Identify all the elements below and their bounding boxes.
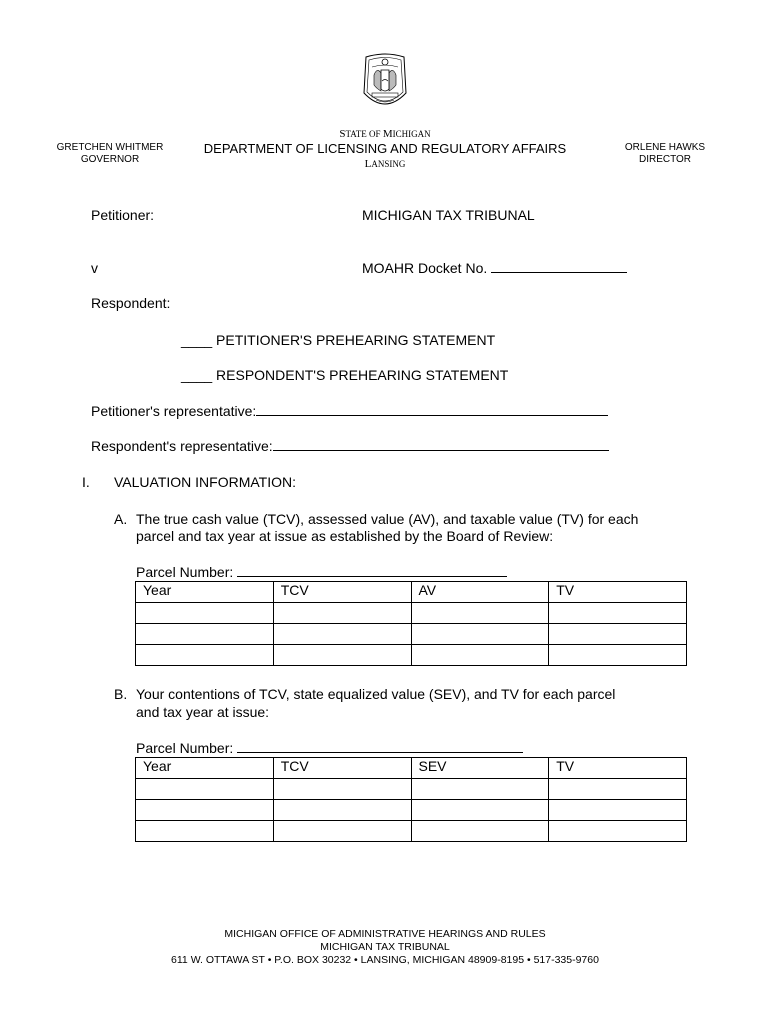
table-cell[interactable] [136, 624, 274, 645]
table-cell[interactable] [411, 800, 549, 821]
table-cell[interactable] [273, 603, 411, 624]
parcel-number-label: Parcel Number: [136, 740, 238, 756]
versus-label: v [91, 260, 98, 276]
footer-tribunal: MICHIGAN TAX TRIBUNAL [320, 941, 450, 953]
section-title: VALUATION INFORMATION: [114, 474, 297, 490]
table-cell[interactable] [273, 800, 411, 821]
director-title: DIRECTOR [638, 154, 692, 165]
table-cell[interactable] [136, 779, 274, 800]
parcel-number-label: Parcel Number: [136, 564, 238, 580]
respondent-representative-field[interactable] [273, 438, 609, 451]
table-cell[interactable] [273, 624, 411, 645]
table-cell[interactable] [549, 779, 687, 800]
docket-label: MOAHR Docket No. [362, 260, 492, 276]
table-cell[interactable] [136, 800, 274, 821]
column-header: TCV [273, 758, 411, 779]
item-a-text-line2: parcel and tax year at issue as established by the Board of Review: [136, 528, 554, 544]
valuation-table-b [135, 757, 687, 842]
item-b-parcel-row [136, 740, 523, 757]
table-row [136, 800, 687, 821]
city-name: LANSING [364, 158, 406, 170]
checkbox-blank[interactable]: ____ [181, 332, 213, 348]
footer-address: 611 W. OTTAWA ST • P.O. BOX 30232 • LANSING, MICHIGAN 48909-8195 • 517-335-9760 [171, 954, 599, 966]
table-cell[interactable] [273, 779, 411, 800]
director-name: ORLENE HAWKS [624, 142, 706, 153]
page-footer [80, 928, 690, 967]
michigan-seal-icon [360, 53, 410, 111]
column-header: Year [136, 758, 274, 779]
state-name: STATE OF MICHIGAN [339, 128, 431, 140]
docket-number-field[interactable] [491, 260, 627, 273]
petitioner-label: Petitioner: [91, 207, 155, 223]
table-row [136, 779, 687, 800]
respondent-representative-label: Respondent's representative: [91, 438, 273, 454]
table-cell[interactable] [273, 645, 411, 666]
table-cell[interactable] [136, 603, 274, 624]
table-cell[interactable] [411, 645, 549, 666]
item-a-parcel-row [136, 564, 507, 581]
column-header: SEV [411, 758, 549, 779]
governor-title: GOVERNOR [80, 154, 140, 165]
checkbox-blank[interactable]: ____ [181, 367, 213, 383]
table-cell[interactable] [549, 800, 687, 821]
table-cell[interactable] [549, 645, 687, 666]
table-cell[interactable] [549, 603, 687, 624]
column-header: TV [549, 758, 687, 779]
column-header: Year [136, 582, 274, 603]
item-b-text-line1: Your contentions of TCV, state equalized value (SEV), and TV for each parcel [136, 686, 616, 702]
docket-line [362, 260, 627, 277]
table-cell[interactable] [411, 624, 549, 645]
table-row [136, 603, 687, 624]
table-cell[interactable] [549, 624, 687, 645]
department-name: DEPARTMENT OF LICENSING AND REGULATORY AFFAIRS [203, 141, 567, 156]
table-cell[interactable] [273, 821, 411, 842]
parcel-number-field[interactable] [237, 564, 507, 577]
item-b-letter: B. [114, 686, 128, 702]
tribunal-name: MICHIGAN TAX TRIBUNAL [362, 207, 535, 223]
respondent-statement-option[interactable]: ____ RESPONDENT'S PREHEARING STATEMENT [181, 367, 509, 383]
item-a-letter: A. [114, 511, 128, 527]
table-cell[interactable] [411, 603, 549, 624]
table-header-row [136, 582, 687, 603]
table-cell[interactable] [549, 821, 687, 842]
table-cell[interactable] [411, 779, 549, 800]
table-cell[interactable] [136, 821, 274, 842]
petitioner-representative-row [91, 403, 608, 420]
item-b-text-line2: and tax year at issue: [136, 704, 270, 720]
respondent-representative-row [91, 438, 609, 455]
parcel-number-field[interactable] [237, 740, 523, 753]
respondent-label: Respondent: [91, 295, 171, 311]
governor-name: GRETCHEN WHITMER [56, 142, 164, 153]
section-numeral: I. [82, 474, 90, 490]
petitioner-statement-option[interactable]: ____ PETITIONER'S PREHEARING STATEMENT [181, 332, 496, 348]
valuation-table-a [135, 581, 687, 666]
petitioner-representative-label: Petitioner's representative: [91, 403, 257, 419]
item-a-text-line1: The true cash value (TCV), assessed value (AV), and taxable value (TV) for each [136, 511, 639, 527]
director-block [600, 142, 730, 166]
column-header: TCV [273, 582, 411, 603]
department-header [150, 128, 620, 171]
table-row [136, 821, 687, 842]
column-header: TV [549, 582, 687, 603]
table-header-row [136, 758, 687, 779]
petitioner-representative-field[interactable] [256, 403, 608, 416]
footer-agency: MICHIGAN OFFICE OF ADMINISTRATIVE HEARINGS AND RULES [224, 928, 546, 940]
column-header: AV [411, 582, 549, 603]
table-cell[interactable] [136, 645, 274, 666]
table-cell[interactable] [411, 821, 549, 842]
table-row [136, 624, 687, 645]
table-row [136, 645, 687, 666]
